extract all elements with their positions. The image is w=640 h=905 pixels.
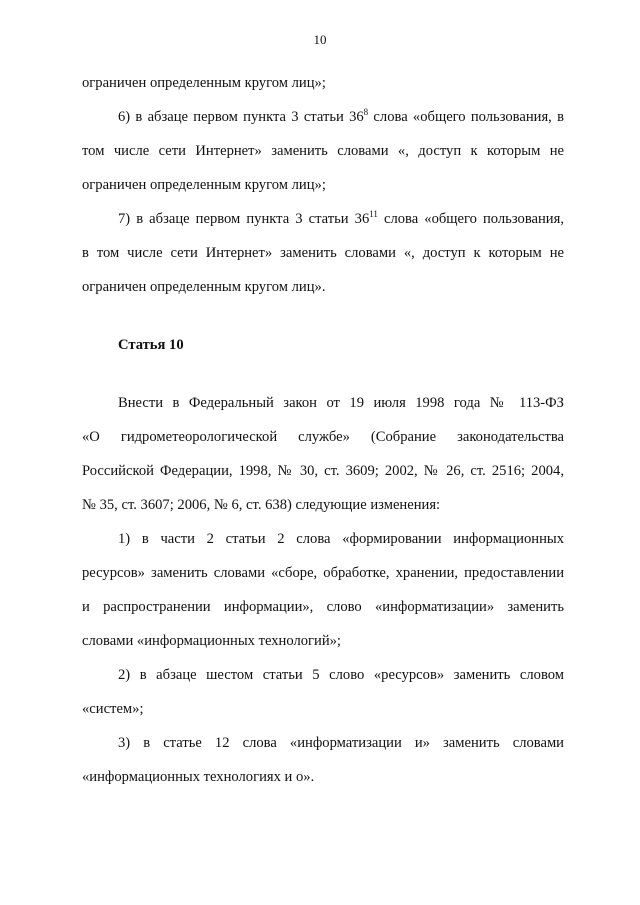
text-line: 7) в абзаце первом пункта 3 статьи $36^{11}$ слова «общего пользования, <box>118 209 564 227</box>
text-line: ограничен определенным кругом лиц». <box>82 279 326 295</box>
page-number: 10 <box>313 32 327 47</box>
text-line: в том числе сети Интернет» заменить словами «, доступ к которым не <box>82 245 564 261</box>
text-line: том числе сети Интернет» заменить словами «, доступ к которым не <box>82 143 564 159</box>
superscript: 11 <box>369 209 378 219</box>
text-line: «О гидрометеорологической службе» (Собрание законодательства <box>82 429 564 445</box>
text-line: «систем»; <box>82 701 144 717</box>
text-line: 2) в абзаце шестом статьи 5 слово «ресурсов» заменить словом <box>118 667 564 683</box>
text-line: 3) в статье 12 слова «информатизации и» заменить словами <box>118 735 564 751</box>
text-line: словами «информационных технологий»; <box>82 633 341 649</box>
text-line: и распространении информации», слово «информатизации» заменить <box>82 599 564 615</box>
text-line: ограничен определенным кругом лиц»; <box>82 75 326 91</box>
text-line: 1) в части 2 статьи 2 слова «формировании информационных <box>118 531 564 547</box>
article-heading: Статья 10 <box>118 337 184 353</box>
document-body <box>82 68 564 796</box>
text-line: Российской Федерации, 1998, № 30, ст. 3609; 2002, № 26, ст. 2516; 2004, <box>82 463 564 479</box>
text-line: «информационных технологиях и о». <box>82 769 315 785</box>
text-line: № 35, ст. 3607; 2006, № 6, ст. 638) следующие изменения: <box>82 497 441 513</box>
text-line: ограничен определенным кругом лиц»; <box>82 177 326 193</box>
text-line: ресурсов» заменить словами «сборе, обработке, хранении, предоставлении <box>82 565 564 581</box>
superscript: 8 <box>363 107 369 117</box>
text-line: 6) в абзаце первом пункта 3 статьи $36^8$ слова «общего пользования, в <box>118 107 564 125</box>
text-line: Внести в Федеральный закон от 19 июля 1998 года № 113-ФЗ <box>118 395 564 411</box>
